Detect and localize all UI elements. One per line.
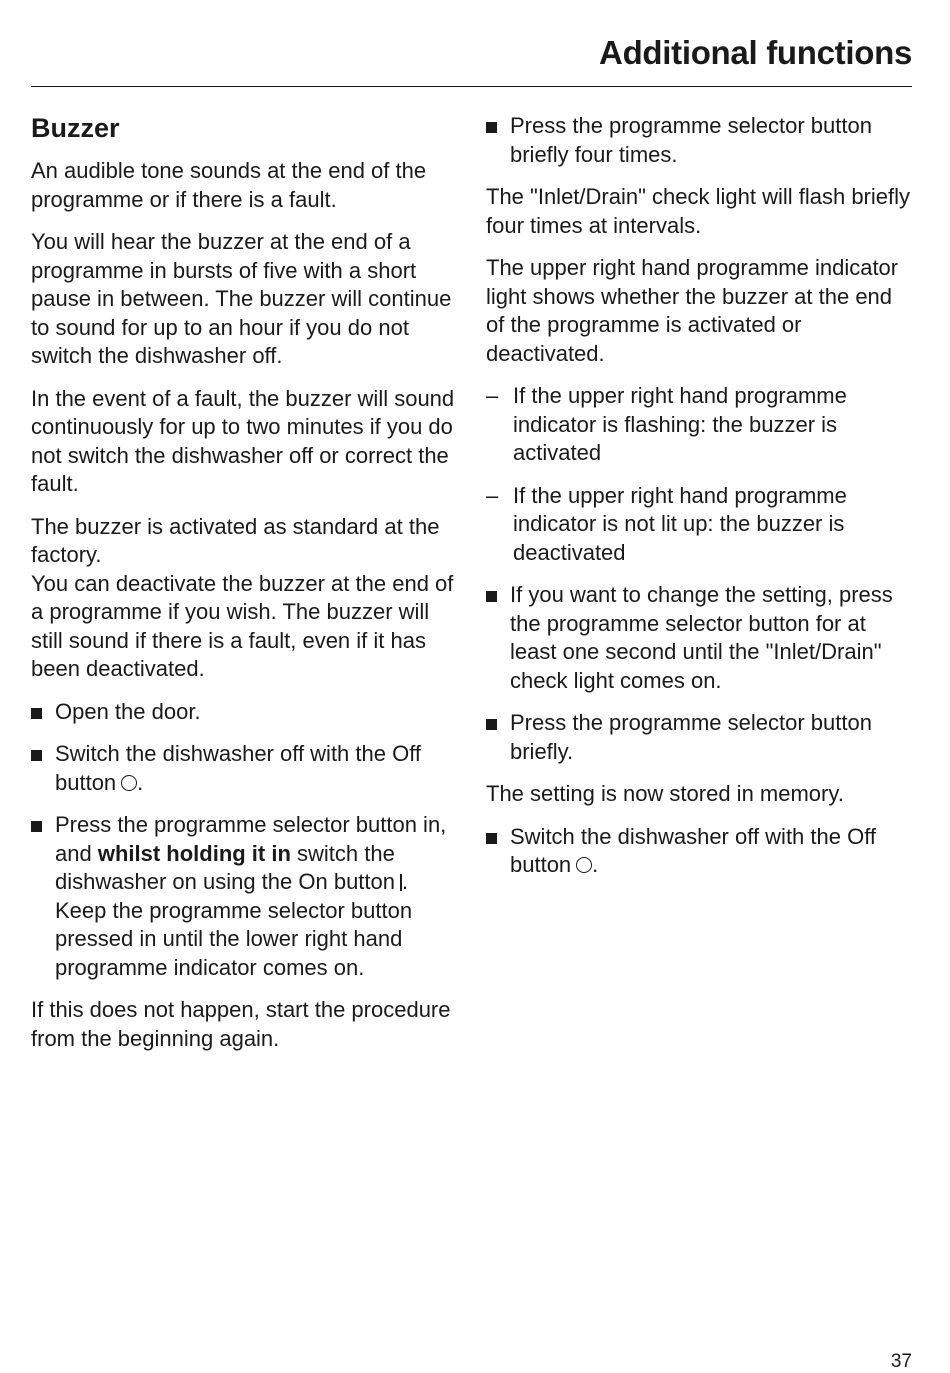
paragraph-line: You can deactivate the buzzer at the end of a programme if you wish. The buzzer will still sound if there is a fault, even if it has been deactivated. (31, 570, 454, 681)
paragraph: If this does not happen, start the procedure from the beginning again. (31, 997, 451, 1051)
page-header-title: Additional functions (599, 34, 912, 71)
list-item-continuation: Keep the programme selector button pressed in until the lower right hand programme indicator comes on. (55, 897, 413, 980)
off-button-circle-icon (576, 857, 592, 873)
paragraph (31, 513, 461, 684)
square-bullet-icon (31, 821, 42, 832)
section-heading-buzzer: Buzzer (31, 113, 120, 143)
list-item: Switch the dishwasher off with the Off button . (31, 740, 461, 797)
square-bullet-icon (486, 591, 497, 602)
left-column (31, 112, 461, 1067)
square-bullet-icon (486, 719, 497, 730)
right-column (486, 112, 916, 894)
list-item-text: Press the programme selector button in, and (55, 812, 447, 866)
dash-list-item (486, 482, 916, 568)
paragraph: The setting is now stored in memory. (486, 781, 844, 806)
paragraph: An audible tone sounds at the end of the programme or if there is a fault. (31, 158, 427, 212)
header-rule (31, 86, 912, 87)
off-button-circle-icon (121, 775, 137, 791)
list-item-text: If the upper right hand programme indicator is flashing: the buzzer is activated (513, 383, 847, 465)
square-bullet-icon (486, 122, 497, 133)
dash-bullet-icon: – (486, 482, 499, 508)
list-item-text: Press the programme selector button briefly four times. (510, 113, 872, 167)
list-item (486, 112, 916, 169)
square-bullet-icon (31, 750, 42, 761)
list-item-text: Open the door. (55, 698, 201, 724)
dash-bullet-icon: – (486, 383, 499, 408)
on-button-bar-icon (400, 874, 402, 891)
paragraph: In the event of a fault, the buzzer will sound continuously for up to two minutes if you do not switch the dishwasher off or correct the fault. (31, 385, 455, 496)
paragraph: The upper right hand programme indicator light shows whether the buzzer at the end of the programme is activated or deactivated. (486, 255, 899, 366)
page-number: 37 (890, 1351, 912, 1372)
paragraph: The "Inlet/Drain" check light will flash briefly four times at intervals. (486, 184, 911, 238)
list-item-text: If you want to change the setting, press the programme selector button for at least one second until the "Inlet/Drain" check light comes on. (510, 582, 893, 693)
list-item-text: If the upper right hand programme indicator is not lit up: the buzzer is deactivated (513, 482, 847, 565)
list-item: Press the programme selector button in, and whilst holding it in switch the dishwasher on using the On button . Keep the programme selector button pressed in until the lower right hand programme indicator comes on. (31, 811, 461, 982)
list-item (486, 709, 916, 766)
list-item (486, 581, 916, 695)
square-bullet-icon (486, 833, 497, 844)
square-bullet-icon (31, 708, 42, 719)
list-item-text: Switch the dishwasher off with the Off button (55, 741, 422, 795)
list-item-text: Switch the dishwasher off with the Off button (510, 823, 877, 877)
dash-list-item (486, 382, 916, 468)
list-item (31, 698, 461, 727)
list-item-text: switch the dishwasher on using the On button (55, 840, 396, 894)
paragraph: You will hear the buzzer at the end of a programme in bursts of five with a short pause in between. The buzzer will continue to sound for up to an hour if you do not switch the dishwasher off. (31, 229, 452, 368)
list-item-text: Press the programme selector button briefly. (510, 710, 872, 764)
emphasis-text: whilst holding it in (97, 840, 291, 866)
paragraph-line: The buzzer is activated as standard at the factory. (31, 513, 440, 567)
list-item: Switch the dishwasher off with the Off button . (486, 823, 916, 880)
